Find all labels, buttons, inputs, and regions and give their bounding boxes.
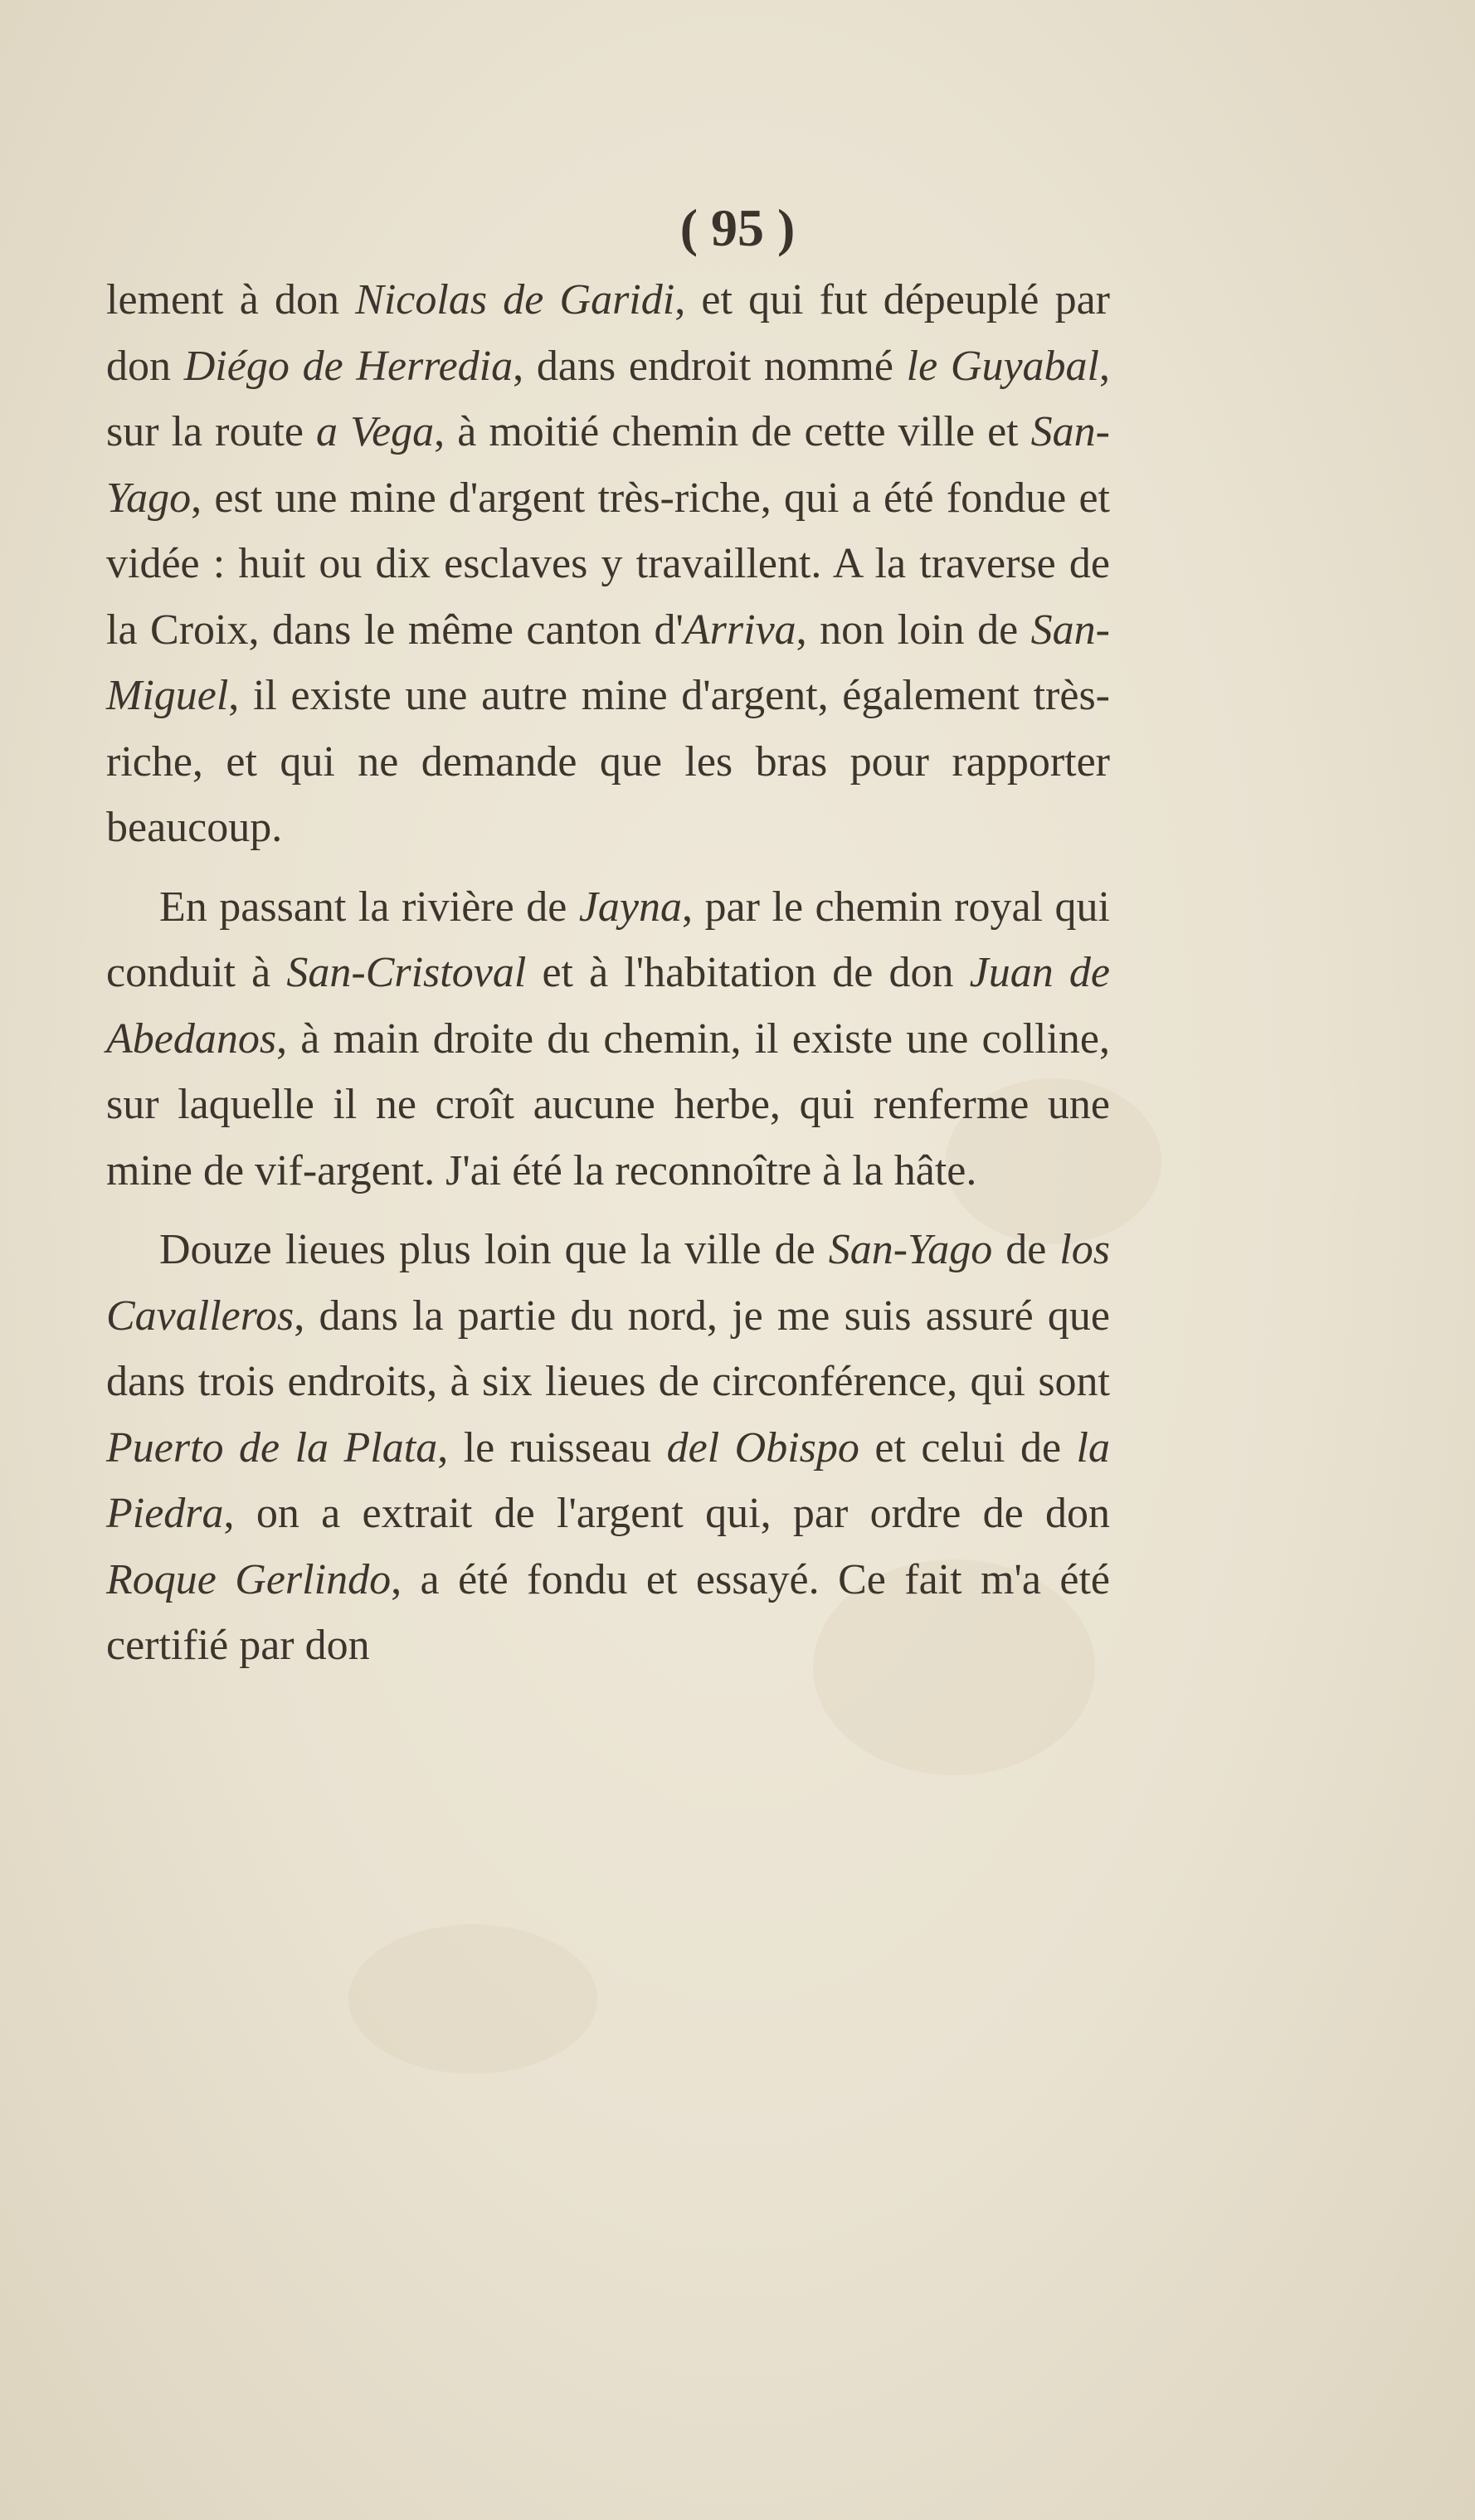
page-number: ( 95 ) [679, 198, 796, 257]
body-text [106, 267, 1110, 1679]
text-run: , le ruisseau [437, 1423, 667, 1472]
italic-name: Juan de Abedanos [106, 949, 1110, 1063]
text-run: , dans endroit nommé [513, 342, 907, 390]
text-run: lement à don [106, 276, 356, 324]
text-run: , on a extrait de l'argent qui, par ordre de don [223, 1490, 1110, 1537]
paragraph [106, 1217, 1110, 1679]
italic-name: le Guyabal [906, 342, 1099, 390]
italic-name: San-Yago [828, 1226, 993, 1273]
text-run: et celui de [859, 1423, 1077, 1472]
italic-name: Nicolas de Garidi [355, 276, 675, 324]
text-run: , à moitié chemin de cette ville et [434, 408, 1031, 455]
paragraph [106, 267, 1110, 861]
text-run: de [992, 1226, 1060, 1273]
italic-name: Diégo de Herredia [183, 342, 514, 390]
text-run: , par le chemin royal qui conduit à [106, 883, 1110, 996]
italic-name: los Cavalleros [106, 1226, 1110, 1340]
italic-name: San-Miguel [106, 606, 1110, 719]
italic-name: San-Yago [106, 408, 1110, 522]
text-run: , sur la route [106, 342, 1110, 455]
italic-name: Puerto de la Plata [106, 1423, 438, 1472]
paragraph [106, 874, 1110, 1204]
text-run: , il existe une autre mine d'argent, également très-riche, et qui ne demande que les bras pour rapporter beaucoup. [106, 672, 1110, 851]
text-run: , dans la partie du nord, je me suis assuré que dans trois endroits, à six lieues de circonférence, qui sont [106, 1292, 1110, 1405]
italic-name: Arriva [683, 606, 796, 654]
italic-name: Roque Gerlindo [106, 1555, 392, 1603]
text-run: , à main droite du chemin, il existe une colline, sur laquelle il ne croît aucune herbe, qui renferme une mine de vif-argent. J'ai été la reconnoître à la hâte. [106, 1014, 1110, 1194]
text-run: En passant la rivière de [159, 883, 579, 931]
text-run: , a été fondu et essayé. Ce fait m'a été certifié par don [106, 1555, 1111, 1669]
italic-name: San-Cristoval [286, 949, 527, 996]
text-run: , non loin de [796, 606, 1031, 654]
italic-name: Jayna [578, 883, 683, 931]
text-run: Douze lieues plus loin que la ville de [159, 1226, 829, 1273]
italic-name: a Vega [316, 408, 435, 455]
italic-name: del Obispo [666, 1423, 859, 1472]
text-run: , est une mine d'argent très-riche, qui a été fondue et vidée : huit ou dix esclaves y travaillent. A la traverse de la Croix, dans le même canton d' [106, 474, 1110, 654]
italic-name: la Piedra [106, 1423, 1110, 1537]
paper-stain [348, 1924, 597, 2074]
text-run: , et qui fut dépeuplé par don [106, 276, 1110, 390]
text-run: et à l'habitation de don [526, 949, 970, 996]
